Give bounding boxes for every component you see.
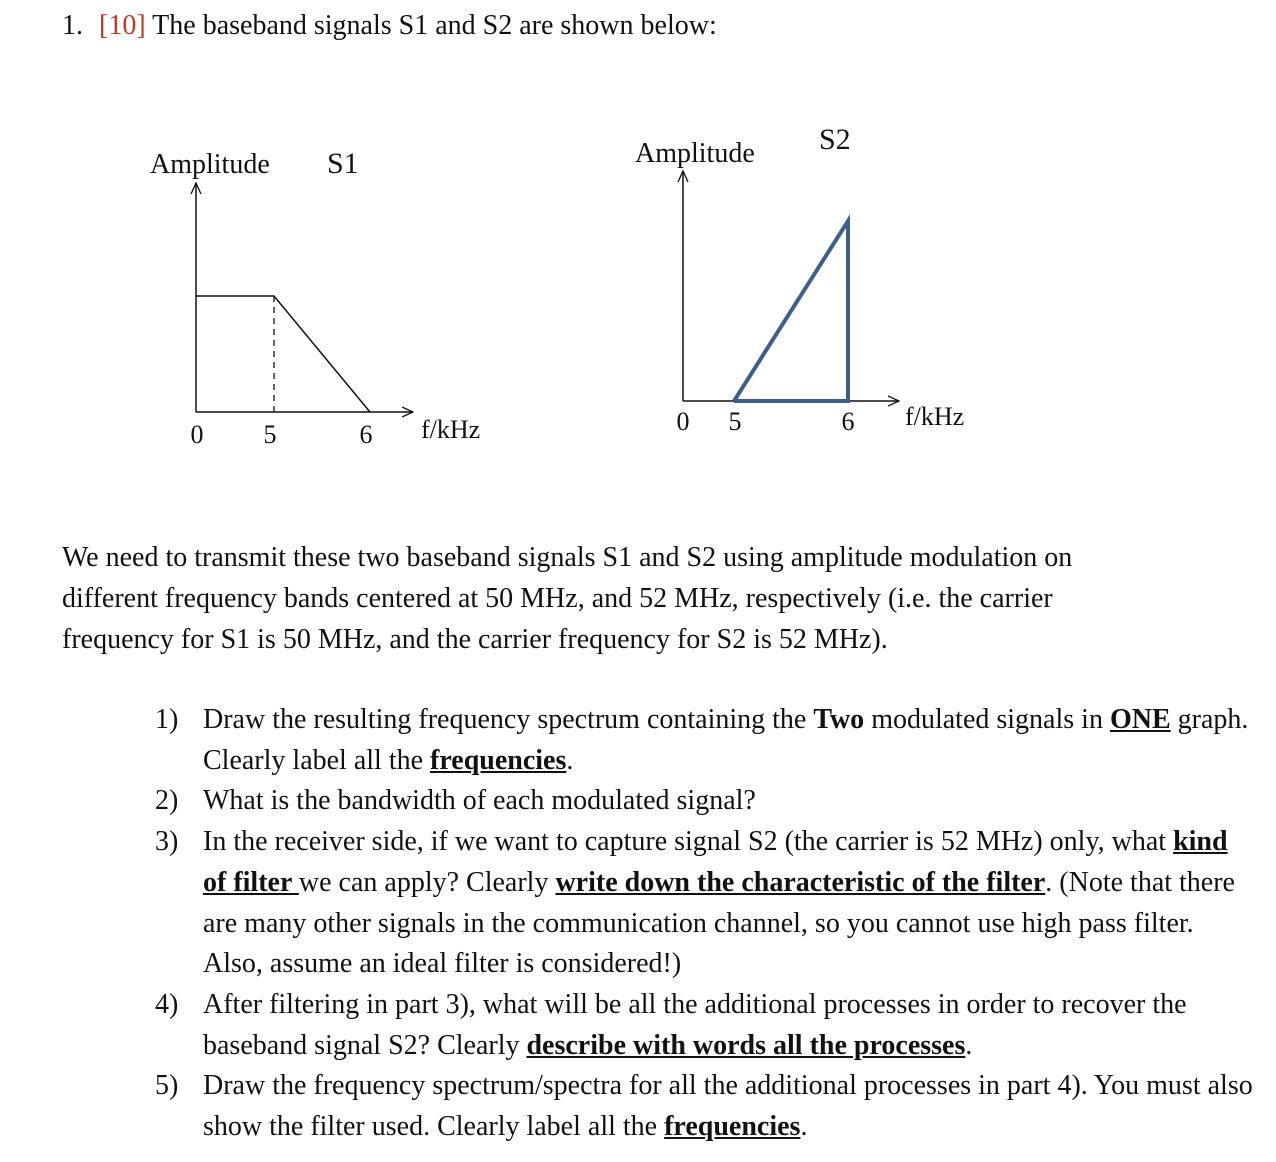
question-text: Draw the frequency spectrum/spectra for all the additional processes in part 4). You must also show the filter used. Clearly label all the frequencies. — [203, 1070, 1253, 1143]
s2-name: S2 — [819, 123, 851, 156]
s1-tick-0: 0 — [190, 420, 204, 449]
baseband-figures — [0, 0, 1276, 470]
question-list — [155, 700, 1255, 1148]
description-line: frequency for S1 is 50 MHz, and the carrier frequency for S2 is 52 MHz). — [62, 624, 888, 655]
problem-number: 1. — [62, 10, 83, 41]
problem-points: [10] — [99, 10, 146, 41]
question-text: Draw the resulting frequency spectrum containing the Two modulated signals in ONE graph. Clearly label all the frequencies. — [203, 704, 1249, 776]
s2-spectrum — [734, 221, 848, 401]
question-text: What is the bandwidth of each modulated signal? — [203, 785, 756, 817]
description-line: different frequency bands centered at 50 MHz, and 52 MHz, respectively (i.e. the carrier — [62, 583, 1053, 614]
question-marker: 3) — [155, 826, 179, 858]
s1-x-label: f/kHz — [421, 415, 481, 444]
s2-tick-5: 5 — [728, 407, 742, 436]
s1-y-label: Amplitude — [150, 149, 270, 180]
s2-tick-0: 0 — [676, 407, 690, 436]
question-text: After filtering in part 3), what will be all the additional processes in order to recover the baseband signal S2? Clearly describe with words all the processes. — [203, 988, 1187, 1061]
problem-description — [62, 537, 1212, 660]
problem-intro: The baseband signals S1 and S2 are shown below: — [152, 10, 717, 41]
question-marker: 2) — [155, 785, 179, 817]
s1-name: S1 — [327, 147, 359, 180]
question-marker: 4) — [155, 988, 179, 1020]
question-text: In the receiver side, if we want to capture signal S2 (the carrier is 52 MHz) only, what kind of filter we can apply? Clearly write down the characteristic of the filter. (Note that there are many other signals in the communication channel, so you cannot use high pass filter. Also, assume an ideal filter is considered!) — [203, 826, 1235, 980]
s2-y-label: Amplitude — [635, 138, 755, 169]
s2-tick-6: 6 — [841, 407, 855, 436]
question-item — [155, 700, 1255, 781]
question-marker: 5) — [155, 1070, 179, 1102]
question-item — [155, 1066, 1255, 1147]
question-marker: 1) — [155, 704, 179, 735]
question-item — [155, 985, 1255, 1066]
s1-tick-6: 6 — [359, 420, 373, 449]
question-item — [155, 781, 1255, 822]
question-item — [155, 822, 1255, 985]
s1-figure — [150, 147, 480, 449]
description-line: We need to transmit these two baseband signals S1 and S2 using amplitude modulation on — [62, 542, 1073, 573]
s1-tick-5: 5 — [263, 420, 277, 449]
s2-figure — [635, 123, 964, 436]
s2-x-label: f/kHz — [905, 402, 965, 431]
s1-spectrum — [196, 296, 370, 412]
